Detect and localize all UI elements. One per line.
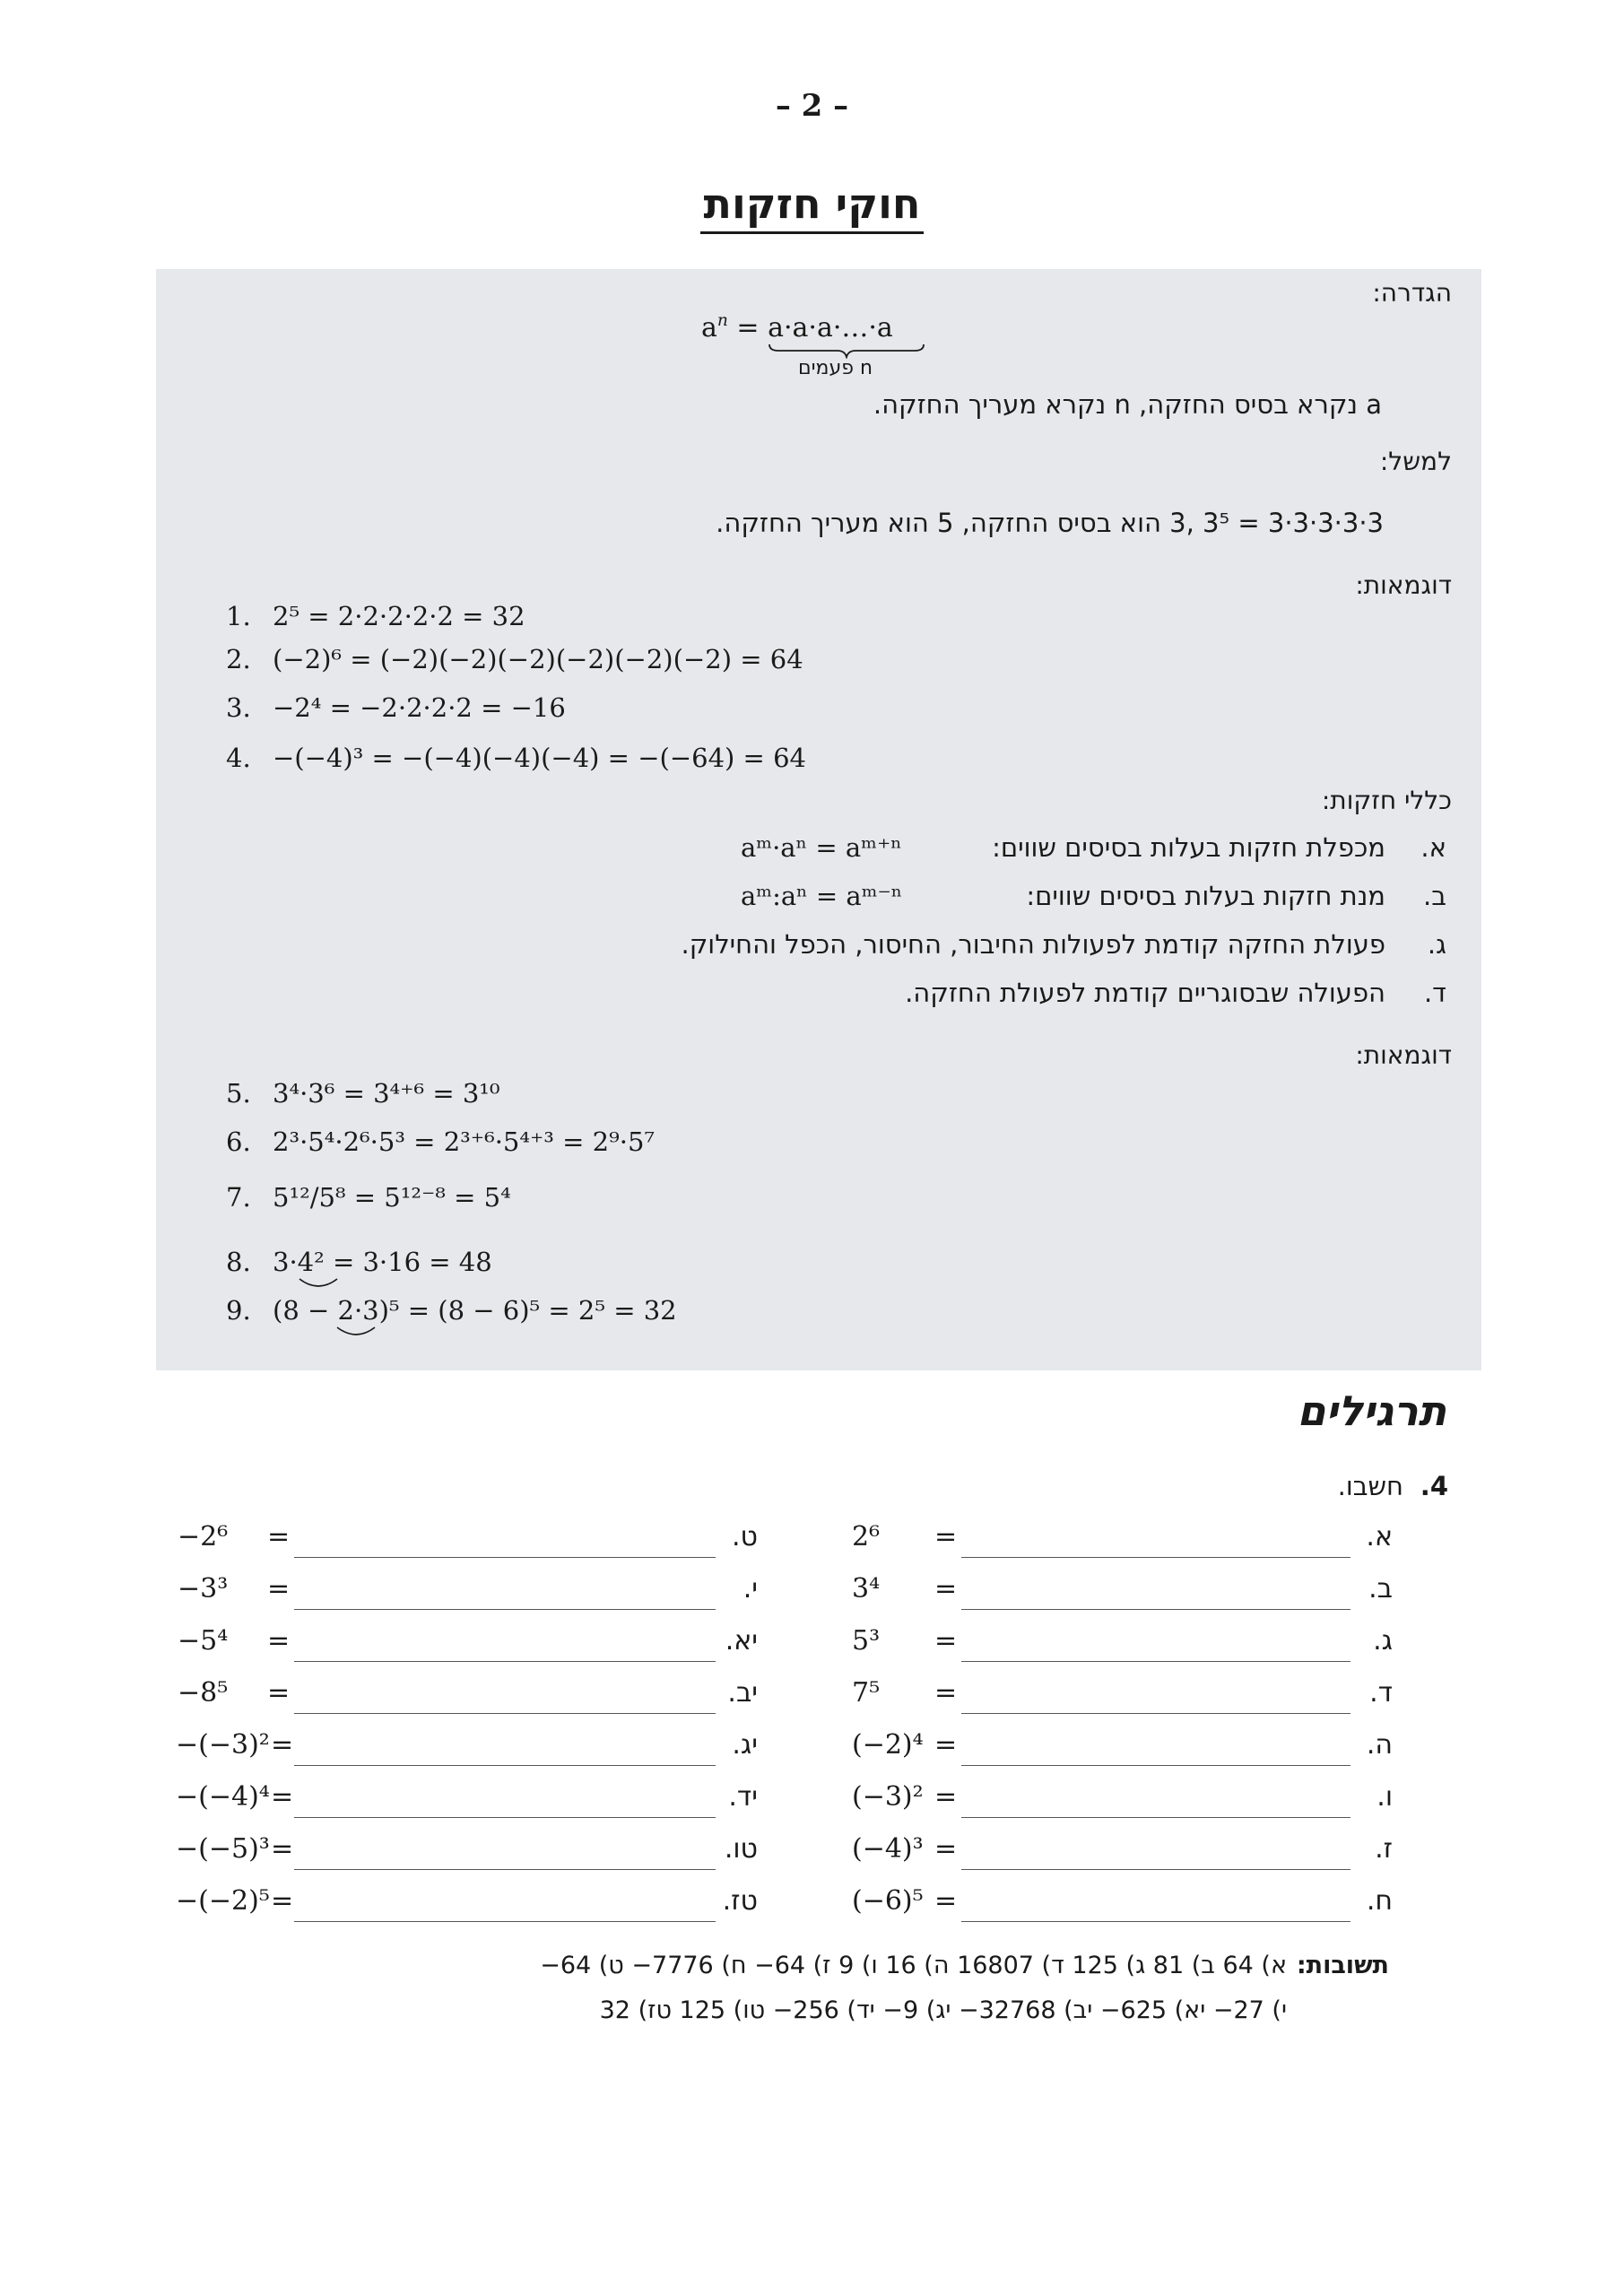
exercise-expression: 2⁶ (852, 1521, 881, 1552)
example-expression: 3⁴·3⁶ = 3⁴⁺⁶ = 3¹⁰ (273, 1078, 500, 1109)
example-row (226, 743, 806, 773)
answer-line[interactable] (961, 1557, 1350, 1558)
rule-text: מנת חזקות בעלות בסיסים שווים: (1026, 881, 1385, 911)
exercise-expression: −3³ (178, 1573, 229, 1605)
exercise-letter: ט. (732, 1521, 758, 1552)
equals-sign: = (271, 1781, 294, 1813)
answer-line[interactable] (961, 1817, 1350, 1818)
exercise-letter: ד. (1369, 1677, 1393, 1709)
exercise-letter: יג. (732, 1729, 758, 1761)
definition-label: הגדרה: (1372, 278, 1452, 308)
exercise-expression: (−3)² (852, 1781, 924, 1813)
example-number: 6. (226, 1126, 251, 1157)
example-number: 4. (226, 743, 251, 773)
answer-line[interactable] (961, 1869, 1350, 1870)
answers-row-1: א) 64 ב) 81 ג) 125 ד) 16807 ה) 16 ו) 9 ז) 64− ח) 7776− ט) 64− (540, 1952, 1287, 1979)
for-example-text: 3·3·3·3·3 = 3⁵ ,3 הוא בסיס החזקה, 5 הוא מעריך החזקה. (716, 508, 1384, 538)
exercise-letter: יב. (727, 1677, 758, 1709)
answer-line[interactable] (294, 1817, 716, 1818)
answer-line[interactable] (961, 1921, 1350, 1922)
answer-line[interactable] (294, 1869, 716, 1870)
exercise-letter: ח. (1366, 1885, 1393, 1917)
example-expression: 2³·5⁴·2⁶·5³ = 2³⁺⁶·5⁴⁺³ = 2⁹·5⁷ (273, 1126, 656, 1157)
example-number: 1. (226, 601, 251, 631)
example-row (226, 1078, 500, 1109)
answer-line[interactable] (961, 1713, 1350, 1714)
exercise-letter: ה. (1366, 1729, 1393, 1761)
answer-line[interactable] (961, 1609, 1350, 1610)
page-title (0, 179, 1624, 234)
equals-sign: = (271, 1729, 294, 1761)
rule-letter: א. (1420, 832, 1446, 863)
equals-sign: = (934, 1573, 958, 1605)
definition-lhs-base: a (701, 312, 717, 344)
rule-letter: ב. (1423, 881, 1446, 911)
exercise-expression: (−6)⁵ (852, 1885, 924, 1917)
examples-label: דוגמאות: (1355, 570, 1452, 600)
exercise-expression: −2⁶ (178, 1521, 229, 1552)
exercise-letter: י. (743, 1573, 758, 1605)
answer-line[interactable] (294, 1661, 716, 1662)
rule-letter: ד. (1423, 978, 1446, 1008)
exercise-letter: ו. (1376, 1781, 1393, 1813)
example-expression: 2⁵ = 2·2·2·2·2 = 32 (273, 601, 525, 631)
example-number: 3. (226, 692, 251, 723)
equals-sign: = (934, 1781, 958, 1813)
answers-label: תשובות: (1296, 1952, 1389, 1979)
definition-description: a נקרא בסיס החזקה, n נקרא מעריך החזקה. (873, 389, 1382, 420)
exercise-instruction: חשבו. (1337, 1471, 1403, 1501)
exercise-expression: 7⁵ (852, 1677, 881, 1709)
equals-sign: = (271, 1885, 294, 1917)
exercises-title: תרגילים (1297, 1387, 1446, 1435)
page-number: – 2 – (775, 88, 849, 124)
example-number: 5. (226, 1078, 251, 1109)
example-row (226, 1182, 511, 1213)
exercise-letter: ג. (1373, 1625, 1393, 1657)
answer-line[interactable] (294, 1557, 716, 1558)
example-number: 7. (226, 1182, 251, 1213)
exercise-letter: טז. (722, 1885, 758, 1917)
example-expression: 5¹²/5⁸ = 5¹²⁻⁸ = 5⁴ (273, 1182, 511, 1213)
equals-sign: = (267, 1677, 291, 1709)
brace-label: n פעמים (798, 357, 873, 379)
example-expression: −2⁴ = −2·2·2·2 = −16 (273, 692, 566, 723)
definition-formula: $a^n$ = a·a·a·…·a (701, 310, 893, 344)
answer-line[interactable] (294, 1609, 716, 1610)
equals-sign: = (934, 1833, 958, 1865)
rule-letter: ג. (1427, 929, 1446, 960)
example-expression: 3·4² = 3·16 = 48 (273, 1247, 492, 1277)
rules-label: כללי חזקות: (1321, 786, 1452, 815)
exercise-expression: (−2)⁴ (852, 1729, 924, 1761)
definition-rhs: a·a·a·…·a (768, 312, 893, 344)
answers-row-2: י) 27− יא) 625− יב) 32768− יג) 9− יד) 256− טו) 125 טז) 32 (599, 1996, 1287, 2024)
example-expression: (−2)⁶ = (−2)(−2)(−2)(−2)(−2)(−2) = 64 (273, 644, 803, 674)
exercise-expression: −8⁵ (178, 1677, 229, 1709)
exercise-expression: (−4)³ (852, 1833, 924, 1865)
example-number: 8. (226, 1247, 251, 1277)
example-row (226, 1295, 677, 1326)
example-expression: −(−4)³ = −(−4)(−4)(−4) = −(−64) = 64 (273, 743, 806, 773)
rule-text: מכפלת חזקות בעלות בסיסים שווים: (992, 832, 1385, 863)
equals-sign: = (934, 1521, 958, 1552)
exercise-letter: ז. (1375, 1833, 1393, 1865)
example-row (226, 1247, 492, 1277)
answer-line[interactable] (961, 1765, 1350, 1766)
example-expression: (8 − 2·3)⁵ = (8 − 6)⁵ = 2⁵ = 32 (273, 1295, 677, 1326)
answer-line[interactable] (294, 1765, 716, 1766)
example-row (226, 1126, 655, 1157)
equals-sign: = (271, 1833, 294, 1865)
example-number: 2. (226, 644, 251, 674)
equals-sign: = (267, 1573, 291, 1605)
answer-line[interactable] (961, 1661, 1350, 1662)
exercise-letter: טו. (724, 1833, 758, 1865)
exercise-number: 4. (1420, 1471, 1448, 1501)
exercise-letter: א. (1366, 1521, 1393, 1552)
grouping-arc-icon (296, 1275, 341, 1293)
rule-formula: aᵐ:aⁿ = aᵐ⁻ⁿ (741, 881, 903, 911)
answer-line[interactable] (294, 1713, 716, 1714)
for-example-label: למשל: (1379, 447, 1452, 476)
example-number: 9. (226, 1295, 251, 1326)
page-title-text: חוקי חזקות (700, 179, 925, 234)
equals-sign: = (934, 1729, 958, 1761)
equals-sign: = (267, 1521, 291, 1552)
exercise-expression: 3⁴ (852, 1573, 881, 1605)
equals-sign: = (934, 1625, 958, 1657)
answer-line[interactable] (294, 1921, 716, 1922)
example-row (226, 692, 566, 723)
definition-lhs-exp: n (716, 310, 728, 330)
example-row (226, 601, 525, 631)
example-row (226, 644, 803, 674)
exercise-letter: ב. (1368, 1573, 1393, 1605)
exercise-expression: −(−4)⁴ (176, 1781, 270, 1813)
exercise-expression: −(−5)³ (176, 1833, 270, 1865)
examples2-label: דוגמאות: (1355, 1040, 1452, 1070)
equals-sign: = (934, 1885, 958, 1917)
grouping-arc-icon (334, 1324, 378, 1342)
rule-text: הפעולה שבסוגריים קודמת לפעולת החזקה. (905, 978, 1385, 1008)
exercise-letter: יא. (725, 1625, 758, 1657)
rule-formula: aᵐ·aⁿ = aᵐ⁺ⁿ (741, 832, 902, 863)
exercise-expression: −(−3)² (176, 1729, 270, 1761)
exercise-expression: −5⁴ (178, 1625, 229, 1657)
equals-sign: = (267, 1625, 291, 1657)
rule-text: פעולת החזקה קודמת לפעולות החיבור, החיסור, הכפל והחילוק. (681, 929, 1385, 960)
exercise-expression: −(−2)⁵ (176, 1885, 270, 1917)
exercise-expression: 5³ (852, 1625, 881, 1657)
equals-sign: = (934, 1677, 958, 1709)
exercise-letter: יד. (728, 1781, 758, 1813)
